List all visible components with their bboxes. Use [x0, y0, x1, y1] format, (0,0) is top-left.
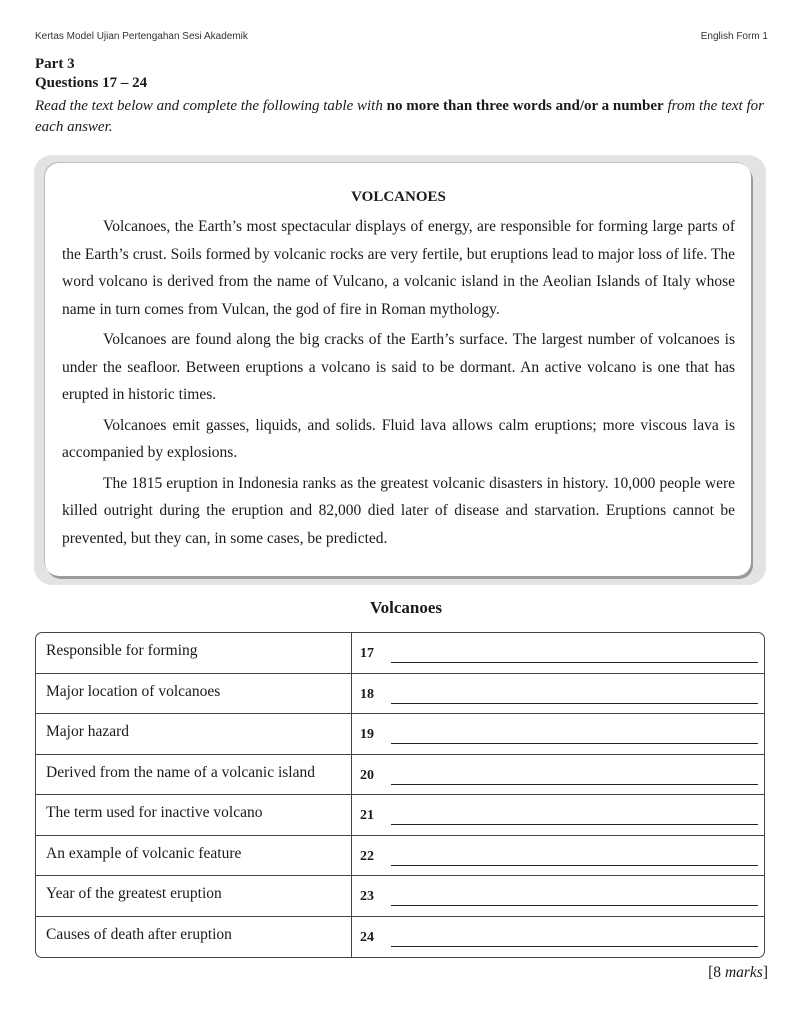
passage-paragraph-1: Volcanoes, the Earth’s most spectacular displays of energy, are responsible for forming large parts of the Earth’s crust. Soils formed by volcanic rocks are very fertile, but eruptions lead to major loss of life. The word volcano is derived from the name of Vulcano, a volcanic island in the Aeolian Islands of Italy whose name in turn comes from Vulcan, the god of fire in Roman mythology. [62, 218, 735, 318]
passage-paragraph-4: The 1815 eruption in Indonesia ranks as the greatest volcanic disasters in history. 10,000 people were killed outright during the eruption and 82,000 died later of disease and starvation. Eruptions cannot be prevented, but they can, in some cases, be predicted. [62, 474, 735, 547]
question-number: 19 [360, 727, 374, 742]
instruction-start: Read the text below and complete the following table with [35, 98, 387, 114]
table-row [36, 836, 764, 877]
question-number: 17 [360, 646, 374, 661]
question-number: 20 [360, 767, 374, 783]
row-label: Year of the greatest eruption [36, 876, 352, 916]
answer-line[interactable] [391, 784, 758, 785]
row-label: An example of volcanic feature [36, 836, 352, 876]
answer-line[interactable] [391, 946, 758, 947]
marks-word: marks [724, 964, 763, 981]
row-label: Derived from the name of a volcanic island [36, 755, 352, 795]
question-number: 24 [360, 929, 374, 945]
question-number: 23 [360, 889, 374, 904]
answer-line[interactable] [391, 703, 758, 704]
part-label: Part 3 [35, 56, 75, 72]
passage-title: VOLCANOES [351, 189, 446, 205]
instruction-end: from the text for each answer. [35, 98, 764, 135]
row-label: Causes of death after eruption [36, 917, 352, 958]
answer-cell[interactable] [352, 836, 764, 876]
row-label: The term used for inactive volcano [36, 795, 352, 835]
table-row [36, 674, 764, 715]
questions-label: Questions 17 – 24 [35, 75, 148, 91]
answer-cell[interactable] [352, 876, 764, 916]
passage [62, 186, 735, 555]
row-label: Responsible for forming [36, 633, 352, 673]
table-row [36, 633, 764, 674]
instructions [35, 96, 775, 138]
answer-line[interactable] [391, 865, 758, 866]
answer-cell[interactable] [352, 795, 764, 835]
answer-line[interactable] [391, 662, 758, 663]
answer-cell[interactable] [352, 917, 764, 958]
marks-open: [8 [708, 964, 725, 981]
answer-cell[interactable] [352, 633, 764, 673]
section-heading [35, 55, 147, 93]
row-label: Major location of volcanoes [36, 674, 352, 714]
answer-line[interactable] [391, 743, 758, 744]
table-title: Volcanoes [369, 598, 443, 617]
answer-cell[interactable] [352, 674, 764, 714]
marks-close: ] [762, 964, 768, 981]
table-row [36, 714, 764, 755]
answer-cell[interactable] [352, 755, 764, 795]
page-header-left: Kertas Model Ujian Pertengahan Sesi Akademik [35, 31, 248, 42]
answer-table [35, 632, 765, 958]
question-number: 18 [360, 686, 374, 702]
passage-paragraph-3: Volcanoes emit gasses, liquids, and solids. Fluid lava allows calm eruptions; more viscous lava is accompanied by explosions. [62, 416, 735, 461]
answer-cell[interactable] [352, 714, 764, 754]
answer-line[interactable] [391, 905, 758, 906]
passage-paragraph-2: Volcanoes are found along the big cracks of the Earth’s surface. The largest number of volcanoes is under the seafloor. Between eruptions a volcano is said to be dormant. An active volcano is one that has erupted in historic times. [62, 331, 735, 403]
answer-line[interactable] [391, 824, 758, 825]
instruction-bold: no more than three words and/or a number [386, 98, 664, 114]
question-number: 21 [360, 808, 374, 823]
question-number: 22 [360, 848, 374, 864]
table-row [36, 795, 764, 836]
table-row [36, 876, 764, 917]
table-row [36, 917, 764, 958]
page-header-right: English Form 1 [700, 31, 768, 42]
marks-total [708, 964, 768, 982]
row-label: Major hazard [36, 714, 352, 754]
table-row [36, 755, 764, 796]
